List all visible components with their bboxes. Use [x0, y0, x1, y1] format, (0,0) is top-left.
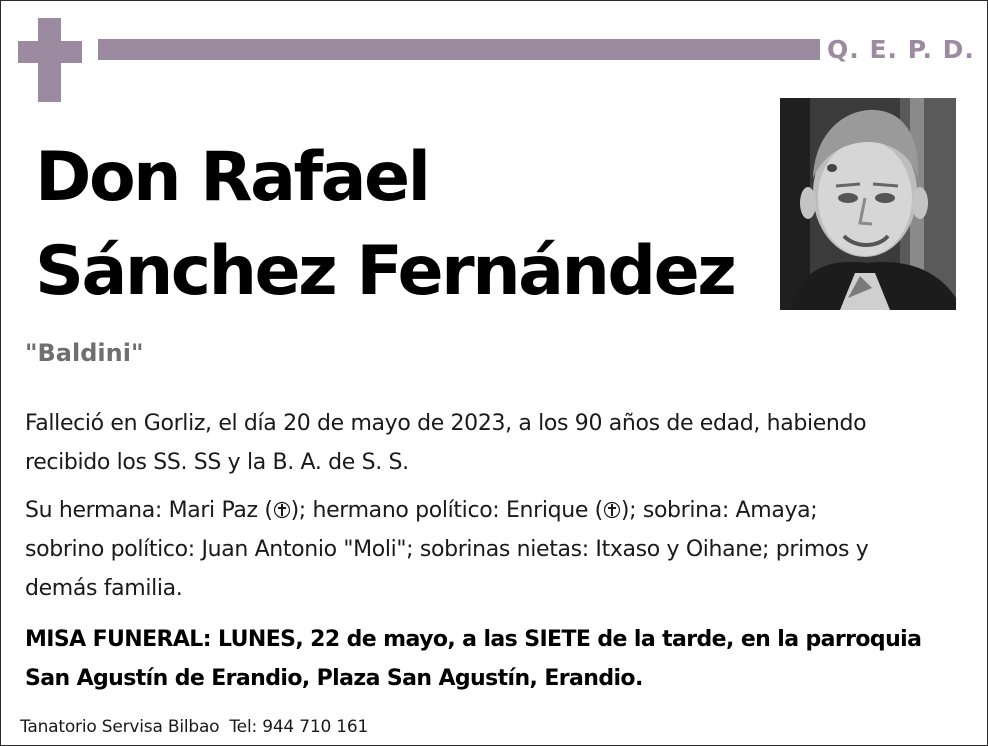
name-line-2: Sánchez Fernández: [35, 232, 735, 311]
header-rule: [98, 39, 820, 60]
family-line-3: demás familia.: [25, 576, 183, 601]
deceased-cross-icon: [604, 501, 620, 519]
funeral-mass-notice: [25, 620, 970, 698]
family-line-2: sobrino político: Juan Antonio "Moli"; sobrinas nietas: Itxaso y Oihane; primos y: [25, 537, 869, 562]
funeral-line-1: MISA FUNERAL: LUNES, 22 de mayo, a las SIETE de la tarde, en la parroquia: [25, 627, 922, 652]
funeral-home-name: Tanatorio Servisa Bilbao: [20, 717, 220, 737]
qepd-label: Q. E. P. D.: [827, 35, 975, 64]
family-line-1: [25, 491, 970, 530]
family-line-1b: ); hermano político: Enrique (: [290, 498, 603, 523]
family-list: [25, 491, 970, 608]
portrait-photo: [780, 98, 956, 310]
death-line-1: Falleció en Gorliz, el día 20 de mayo de 2023, a los 90 años de edad, habiendo: [25, 411, 867, 436]
death-notice: [25, 404, 970, 482]
deceased-cross-icon: [274, 501, 290, 519]
deceased-name: [35, 131, 734, 319]
family-line-1c: ); sobrina: Amaya;: [620, 498, 818, 523]
family-line-1a: Su hermana: Mari Paz (: [25, 498, 273, 523]
funeral-home-phone: Tel: 944 710 161: [229, 717, 369, 737]
name-line-1: Don Rafael: [35, 138, 429, 217]
footer-contact: [20, 717, 368, 737]
funeral-line-2: San Agustín de Erandio, Plaza San Agustín, Erandio.: [25, 666, 643, 691]
nickname: "Baldini": [25, 339, 144, 367]
latin-cross-icon: [18, 18, 82, 102]
death-line-2: recibido los SS. SS y la B. A. de S. S.: [25, 450, 409, 475]
